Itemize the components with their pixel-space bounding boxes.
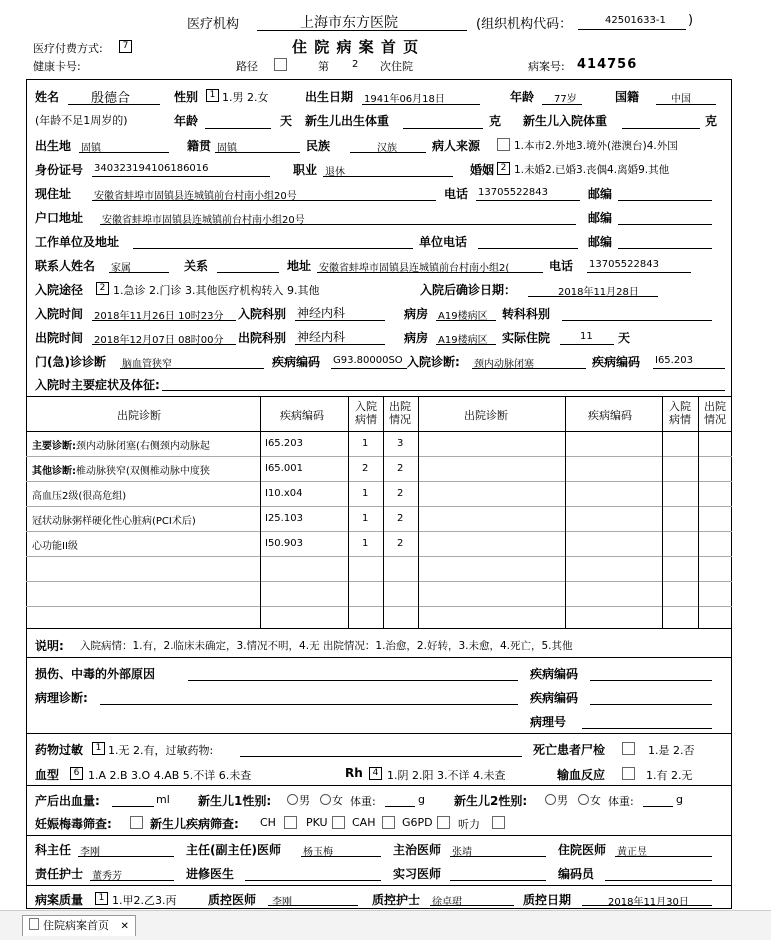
advanced-label: 进修医生 [186,867,235,881]
note-label: 说明: [35,639,64,653]
diag-prefix: 其他诊断: [32,466,76,477]
marriage-label: 婚姻 [470,163,495,177]
in-code: I65.203 [655,355,693,366]
org-name: 上海市东方医院 [300,15,398,31]
weight1-label: 体重: [350,795,376,808]
ward2-label: 病房 [404,331,429,345]
screen-g6pd: G6PD [402,816,433,829]
days-value: 11 [580,331,593,342]
diag-name: 椎动脉狭窄(双侧椎动脉中度狭 [76,466,210,477]
sex-options: 1.男 2.女 [222,91,269,104]
path-checkbox[interactable] [274,58,287,71]
autopsy-label: 死亡患者尸检 [533,743,606,757]
op-diag: 脑血管狭窄 [122,359,172,370]
contact-label: 联系人姓名 [35,259,96,273]
th-code-2: 疾病编码 [588,409,632,422]
contact-phone-label: 电话 [549,259,574,273]
gram-label-2: 克 [705,114,718,128]
in-time: 2018年11月26日 10时23分 [94,311,224,322]
in-diag: 颈内动脉闭塞 [474,359,534,370]
rh-label: Rh [345,766,363,780]
table-row[interactable] [32,462,258,477]
hukou-label: 户口地址 [35,211,84,225]
name-label: 姓名 [35,90,60,104]
th-code: 疾病编码 [280,409,324,422]
blood-options: 1.A 2.B 3.O 4.AB 5.不详 6.未查 [88,769,252,782]
screen-ch-checkbox[interactable] [284,816,297,829]
org-label: 医疗机构 [187,17,240,32]
job-value: 退休 [325,167,345,178]
origin-label: 籍贯 [187,139,212,153]
id-label: 身份证号 [35,163,84,177]
diag-prefix: 主要诊断: [32,441,76,452]
source-label: 病人来源 [432,139,481,153]
work-label: 工作单位及地址 [35,235,120,249]
tab-label: 住院病案首页 [43,919,109,932]
qc-nurse-label: 质控护士 [372,893,421,907]
th-in-status: 入院病情 [355,400,377,426]
org-code: 42501633-1 [605,15,666,26]
contact-value: 家属 [111,263,131,274]
confirm-label: 入院后确诊日期： [420,283,517,297]
attending-label: 主治医师 [393,843,442,857]
director-label: 科主任 [35,843,72,857]
quality-options: 1.甲2.乙3.丙 [112,894,177,907]
in-dept: 神经内科 [297,306,346,320]
blood-label: 血型 [35,768,60,782]
page-title: 住 院 病 案 首 页 [292,38,420,56]
rh-options: 1.阴 2.阳 3.不详 4.未查 [387,769,506,782]
marriage-value[interactable]: 2 [497,162,510,175]
allergy-options: 1.无 2.有，过敏药物: [108,744,214,757]
nurse-value: 董秀芳 [92,871,122,882]
out-dept: 神经内科 [297,330,346,344]
table-row[interactable]: 高血压2级(很高危组) [32,491,127,502]
case-no-label: 病案号: [528,60,565,73]
nb2-label: 新生儿2性别: [454,794,528,808]
syphilis-checkbox[interactable] [130,816,143,829]
contact-addr-label: 地址 [287,259,312,273]
nb-adm-weight-label: 新生儿入院体重 [523,114,608,128]
id-number: 340323194106186016 [94,163,209,174]
infant-age-label: 年龄 [174,114,199,128]
diag-in: 2 [362,463,369,474]
blood-value[interactable]: 6 [70,767,83,780]
route-options: 1.急诊 2.门诊 3.其他医疗机构转入 9.其他 [113,284,320,297]
screen-pku: PKU [306,816,328,829]
work-phone-label: 单位电话 [419,235,468,249]
patient-name: 殷德合 [91,91,131,106]
sex-value[interactable]: 1 [206,89,219,102]
addr-label: 现住址 [35,187,72,201]
contact-addr-value: 安徽省蚌埠市固镇县连城镇前台村南小组2( [319,263,510,274]
qc-doc-label: 质控医师 [208,893,257,907]
tab-bar [0,910,771,940]
zip2-label: 邮编 [588,211,613,225]
bleed-label: 产后出血量: [35,794,100,808]
diag-code: I10.x04 [265,488,303,499]
male-label: 男 [299,794,310,807]
screen-hearing: 听力 [458,818,480,831]
org-code-close: ) [688,13,694,28]
th-diagnosis: 出院诊断 [117,409,161,422]
phone-value: 13705522843 [478,187,548,198]
th-out-status-2: 出院情况 [704,400,726,426]
in-code-label: 疾病编码 [592,355,641,369]
coder-label: 编码员 [558,867,595,881]
diag-code: I25.103 [265,513,303,524]
relation-label: 关系 [184,259,209,273]
nb1-label: 新生儿1性别: [198,794,272,808]
ethnic-label: 民族 [306,139,331,153]
nb-birth-weight-label: 新生儿出生体重 [305,114,390,128]
marriage-options: 1.未婚2.已婚3.丧偶4.离婚9.其他 [514,164,670,176]
qc-nurse-value: 徐卓珺 [432,897,462,908]
op-code: G93.80000SO [333,355,403,366]
injury-label: 损伤、中毒的外部原因 [35,667,156,681]
syphilis-label: 妊娠梅毒筛查: [35,817,112,831]
female-label: 女 [590,794,601,807]
path-no-label: 病理号 [530,715,567,729]
birthplace-value: 固镇 [81,143,101,154]
nb2-male-radio[interactable] [545,792,568,808]
qc-date-value: 2018年11月30日 [608,897,689,908]
transfusion-options: 1.有 2.无 [646,769,693,782]
transfer-label: 转科科别 [502,307,551,321]
pay-label: 医疗付费方式: [33,42,103,55]
weight2-unit: g [676,793,683,806]
infant-note: (年龄不足1周岁的) [35,114,128,127]
chief-label: 主任(副主任)医师 [186,843,281,857]
op-code-label: 疾病编码 [272,355,321,369]
diag-code: I65.001 [265,463,303,474]
screen-cah-checkbox[interactable] [382,816,395,829]
table-row[interactable] [32,437,258,452]
allergy-value[interactable]: 1 [92,742,105,755]
age-value: 77岁 [554,94,577,105]
th-diagnosis-2: 出院诊断 [464,409,508,422]
in-diag-label: 入院诊断: [407,355,460,369]
nb1-male-radio[interactable] [287,792,310,808]
weight2-label: 体重: [608,795,634,808]
transfusion-checkbox[interactable] [622,767,635,780]
diag-out: 2 [397,488,404,499]
diag-in: 1 [362,513,369,524]
pay-value[interactable]: 7 [119,40,132,53]
screen-ch: CH [260,816,276,829]
origin-value: 固镇 [217,143,237,154]
days-label: 实际住院 [502,331,551,345]
screen-label: 新生儿疾病筛查: [150,817,239,831]
male-label: 男 [557,794,568,807]
times-pre: 第 [318,60,329,73]
table-row[interactable]: 心功能II级 [32,541,78,552]
th-in-status-2: 入院病情 [669,400,691,426]
female-label: 女 [332,794,343,807]
ethnic-value: 汉族 [377,143,397,154]
card-label: 健康卡号: [33,60,81,73]
close-icon[interactable]: ✕ [120,921,129,932]
times-value: 2 [352,59,359,70]
nurse-label: 责任护士 [35,867,84,881]
nb1-female-radio[interactable] [320,792,343,808]
op-diag-label: 门(急)诊诊断 [35,355,106,369]
screen-cah: CAH [352,816,376,829]
chief-value: 杨玉梅 [303,847,333,858]
diag-out: 2 [397,538,404,549]
diag-in: 1 [362,538,369,549]
th-out-status: 出院情况 [389,400,411,426]
director-value: 李刚 [80,847,100,858]
allergy-label: 药物过敏 [35,743,84,757]
case-no: 414756 [577,57,638,72]
route-label: 入院途径 [35,283,84,297]
source-checkbox[interactable] [497,138,510,151]
in-dept-label: 入院科别 [238,307,287,321]
ward-value: A19楼病区 [438,311,488,322]
weight1-unit: g [418,793,425,806]
contact-phone-value: 13705522843 [589,259,659,270]
screen-hearing-checkbox[interactable] [492,816,505,829]
screen-g6pd-checkbox[interactable] [437,816,450,829]
hukou-value: 安徽省蚌埠市固镇县连城镇前台村南小组20号 [102,215,305,226]
note-text: 入院病情：1.有，2.临床未确定，3.情况不明，4.无 出院情况：1.治愈，2.好转，3.未愈，4.死亡，5.其他 [80,640,573,652]
day-label: 天 [280,114,293,128]
diag-out: 3 [397,438,404,449]
org-code-label: (组织机构代码： [476,17,573,32]
path-diag-label: 病理诊断: [35,691,88,705]
nation-value: 中国 [671,94,691,105]
diag-code: I65.203 [265,438,303,449]
diag-code: I50.903 [265,538,303,549]
document-icon [29,918,39,930]
bleed-unit: ml [156,793,170,806]
nation-label: 国籍 [615,90,640,104]
ward2-value: A19楼病区 [438,335,488,346]
job-label: 职业 [293,163,318,177]
confirm-date: 2018年11月28日 [558,287,639,298]
out-dept-label: 出院科别 [238,331,287,345]
quality-value[interactable]: 1 [95,892,108,905]
zip-label: 邮编 [588,187,613,201]
route-value[interactable]: 2 [96,282,109,295]
diag-out: 2 [397,513,404,524]
qc-doc-value: 李刚 [272,897,292,908]
diag-out: 2 [397,463,404,474]
screen-pku-checkbox[interactable] [332,816,345,829]
days-unit: 天 [618,331,631,345]
quality-label: 病案质量 [35,893,84,907]
rh-value[interactable]: 4 [369,767,382,780]
out-time: 2018年12月07日 08时00分 [94,335,224,346]
out-time-label: 出院时间 [35,331,84,345]
path-code-label: 疾病编码 [530,691,579,705]
autopsy-options: 1.是 2.否 [648,744,695,757]
nb2-female-radio[interactable] [578,792,601,808]
phone-label: 电话 [444,187,469,201]
zip3-label: 邮编 [588,235,613,249]
transfusion-label: 输血反应 [557,768,606,782]
table-row[interactable]: 冠状动脉粥样硬化性心脏病(PCI术后) [32,516,196,527]
gram-label-1: 克 [489,114,502,128]
resident-label: 住院医师 [558,843,607,857]
sex-label: 性别 [174,90,199,104]
birth-label: 出生日期 [305,90,354,104]
birthplace-label: 出生地 [35,139,72,153]
ward-label: 病房 [404,307,429,321]
path-label: 路径 [236,60,258,73]
resident-value: 黄正昱 [617,847,647,858]
intern-label: 实习医师 [393,867,442,881]
diag-in: 1 [362,438,369,449]
diag-name: 颈内动脉闭塞(右侧颈内动脉起 [76,441,210,452]
qc-date-label: 质控日期 [523,893,572,907]
attending-value: 张靖 [452,847,472,858]
diag-in: 1 [362,488,369,499]
symptom-label: 入院时主要症状及体征: [35,378,160,392]
addr-value: 安徽省蚌埠市固镇县连城镇前台村南小组20号 [94,191,297,202]
injury-code-label: 疾病编码 [530,667,579,681]
times-post: 次住院 [380,60,413,73]
age-label: 年龄 [510,90,535,104]
birth-date: 1941年06月18日 [364,94,445,105]
in-time-label: 入院时间 [35,307,84,321]
autopsy-checkbox[interactable] [622,742,635,755]
source-options: 1.本市2.外地3.境外(港澳台)4.外国 [514,140,678,152]
tab-record-front-page[interactable] [22,915,136,936]
